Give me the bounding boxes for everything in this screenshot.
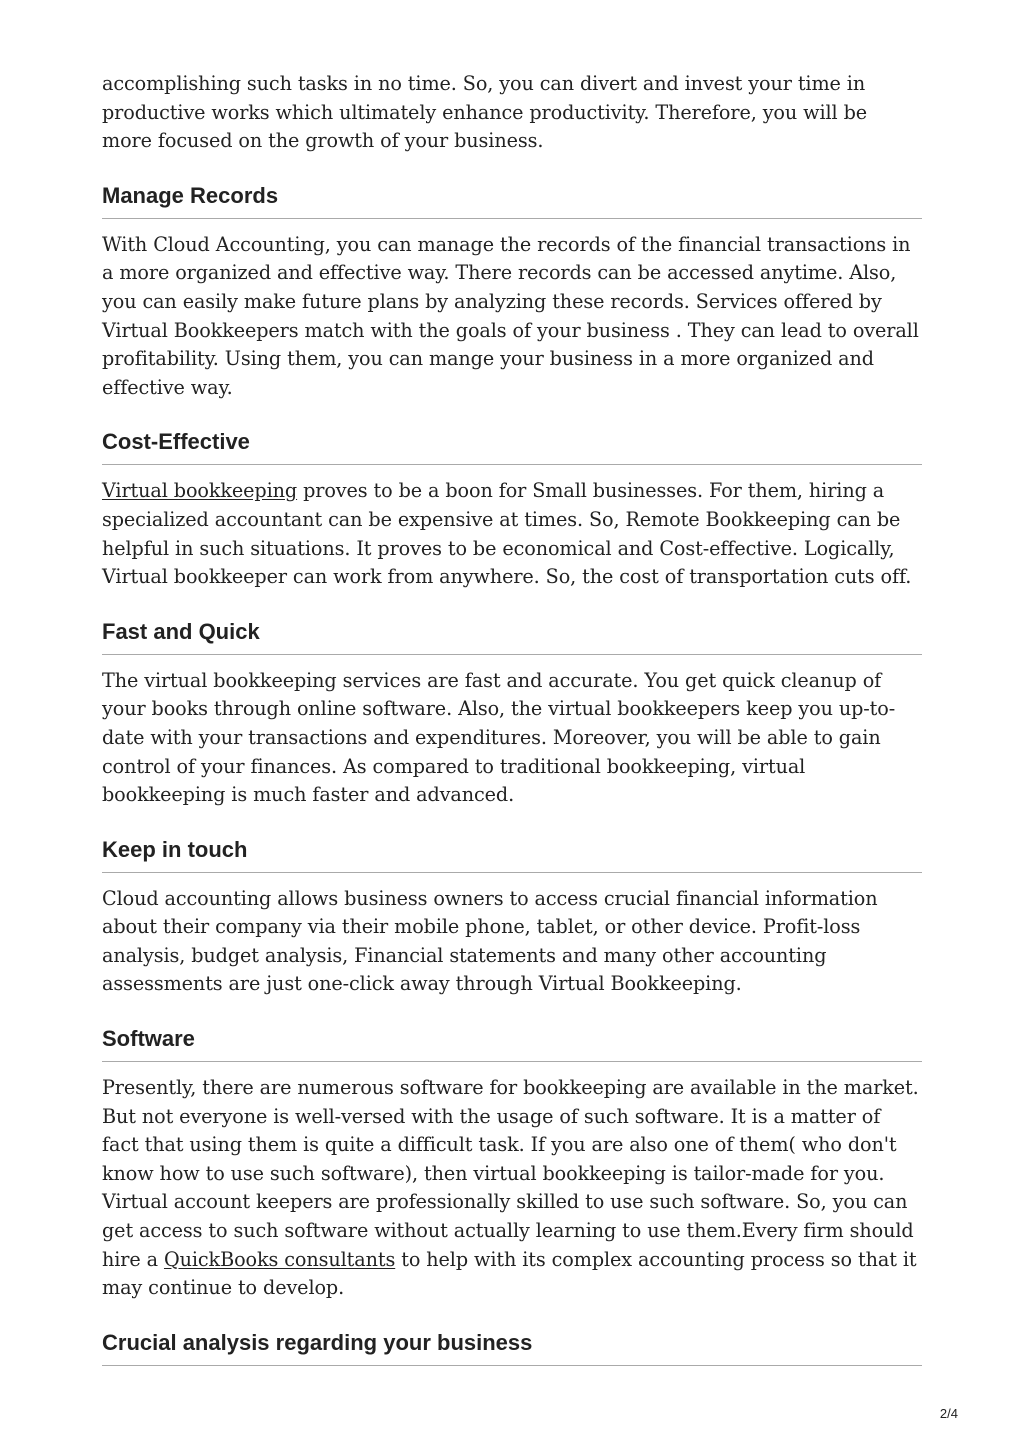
section-paragraph-cost-effective [102, 477, 922, 591]
section-heading-fast-and-quick: Fast and Quick [102, 618, 922, 655]
document-body [102, 70, 922, 1366]
section-heading-keep-in-touch: Keep in touch [102, 836, 922, 873]
software-text-after: to help with its complex accounting process so that it may continue to develop. [102, 1247, 917, 1300]
section-paragraph-fast-and-quick: The virtual bookkeeping services are fast and accurate. You get quick cleanup of your books through online software. Also, the virtual bookkeepers keep you up-to-date with your transactions and expenditures. Moreover, you will be able to gain control of your finances. As compared to traditional bookkeeping, virtual bookkeeping is much faster and advanced. [102, 668, 896, 807]
section-heading-manage-records: Manage Records [102, 182, 922, 219]
section-paragraph-software [102, 1074, 922, 1303]
cost-effective-text: proves to be a boon for Small businesses. For them, hiring a specialized accountant can be expensive at times. So, Remote Bookkeeping can be helpful in such situations. It proves to be economical and Cost-effective. Logically, Virtual bookkeeper can work from anywhere. So, the cost of transportation cuts off. [102, 479, 912, 589]
virtual-bookkeeping-link[interactable]: Virtual bookkeeping [102, 479, 298, 503]
section-paragraph-manage-records: With Cloud Accounting, you can manage the records of the financial transactions in a more organized and effective way. There records can be accessed anytime. Also, you can easily make future plans by analyzing these records. Services offered by Virtual Bookkeepers match with the goals of your business . They can lead to overall profitability. Using them, you can mange your business in a more organized and effective way. [102, 232, 919, 399]
intro-paragraph: accomplishing such tasks in no time. So, you can divert and invest your time in productive works which ultimately enhance productivity. Therefore, you will be more focused on the growth of your business. [102, 72, 868, 153]
section-heading-software: Software [102, 1025, 922, 1062]
section-paragraph-keep-in-touch: Cloud accounting allows business owners to access crucial financial information about their company via their mobile phone, tablet, or other device. Profit-loss analysis, budget analysis, Financial statements and many other accounting assessments are just one-click away through Virtual Bookkeeping. [102, 886, 878, 996]
section-heading-crucial-analysis: Crucial analysis regarding your business [102, 1329, 922, 1366]
quickbooks-consultants-link[interactable]: QuickBooks consultants [163, 1247, 396, 1271]
page-number: 2/4 [939, 1406, 958, 1421]
section-heading-cost-effective: Cost-Effective [102, 428, 922, 465]
software-text-before: Presently, there are numerous software for bookkeeping are available in the market. But not everyone is well-versed with the usage of such software. It is a matter of fact that using them is quite a difficult task. If you are also one of them( who don't know how to use such software), then virtual bookkeeping is tailor-made for you. Virtual account keepers are professionally skilled to use such software. So, you can get access to such software without actually learning to use them.Every firm should hire a [102, 1076, 919, 1271]
